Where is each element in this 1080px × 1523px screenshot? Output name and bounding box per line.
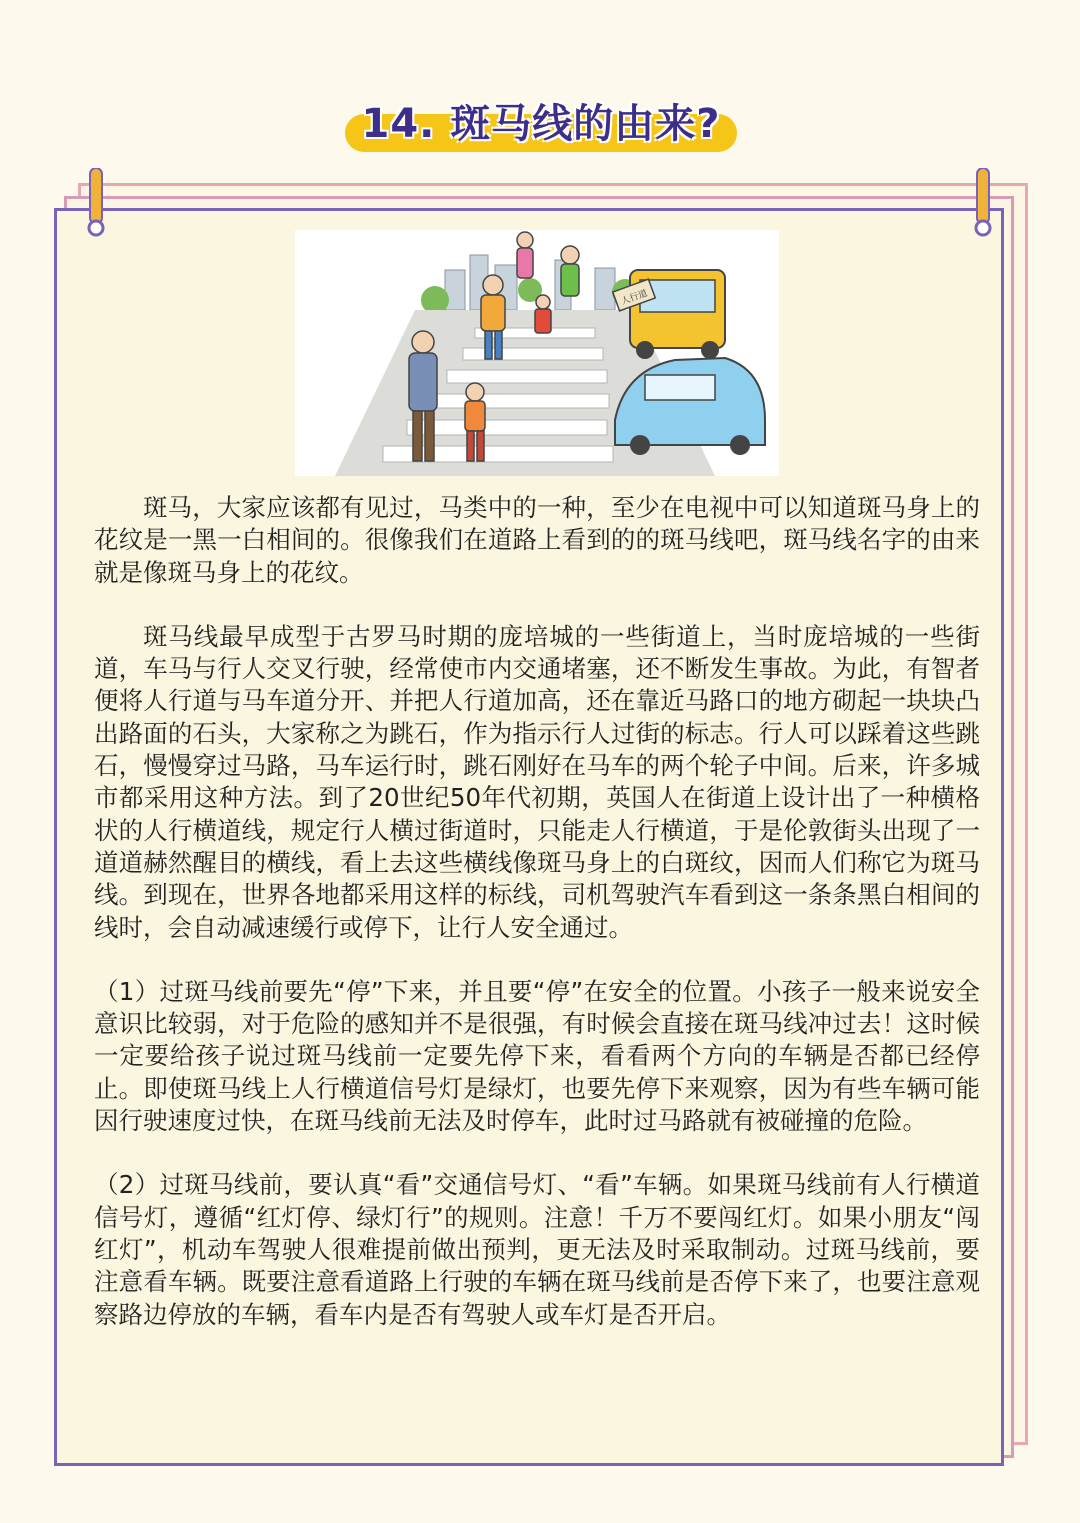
paragraph-tip-stop: （1）过斑马线前要先“停”下来，并且要“停”在安全的位置。小孩子一般来说安全意识比较弱，对于危险的感知并不是很强，有时候会直接在斑马线冲过去！这时候一定要给孩子说过斑马线前一定要先停下来，看看两个方向的车辆是否都已经停止。即使斑马线上人行横道信号灯是绿灯，也要先停下来观察，因为有些车辆可能因行驶速度过快，在斑马线前无法及时停车，此时过马路就有被碰撞的危险。 <box>94 976 980 1136</box>
page-title: 14. 斑马线的由来? <box>361 101 721 147</box>
binder-clip-left-icon <box>86 168 106 238</box>
article-body <box>94 492 980 1363</box>
paragraph-history: 斑马线最早成型于古罗马时期的庞培城的一些街道上，当时庞培城的一些街道，车马与行人交叉行驶，经常使市内交通堵塞，还不断发生事故。为此，有智者便将人行道与马车道分开、并把人行道加高，还在靠近马路口的地方砌起一块块凸出路面的石头，大家称之为跳石，作为指示行人过街的标志。行人可以踩着这些跳石，慢慢穿过马路，马车运行时，跳石刚好在马车的两个轮子中间。后来，许多城市都采用这种方法。到了20世纪50年代初期，英国人在街道上设计出了一种横格状的人行横道线，规定行人横过街道时，只能走人行横道，于是伦敦街头出现了一道道赫然醒目的横线，看上去这些横线像斑马身上的白斑纹，因而人们称它为斑马线。到现在，世界各地都采用这样的标线，司机驾驶汽车看到这一条条黑白相间的线时，会自动减速缓行或停下，让行人安全通过。 <box>94 621 980 942</box>
paragraph-tip-look: （2）过斑马线前，要认真“看”交通信号灯、“看”车辆。如果斑马线前有人行横道信号灯，遵循“红灯停、绿灯行”的规则。注意！千万不要闯红灯。如果小朋友“闯红灯”，机动车驾驶人很难提前做出预判，更无法及时采取制动。过斑马线前，要注意看车辆。既要注意看道路上行驶的车辆在斑马线前是否停下来了，也要注意观察路边停放的车辆，看车内是否有驾驶人或车灯是否开启。 <box>94 1170 980 1329</box>
zebra-crossing-illustration <box>295 230 779 476</box>
title-banner <box>345 96 737 154</box>
binder-clip-right-icon <box>973 168 993 238</box>
paragraph-intro: 斑马，大家应该都有见过，马类中的一种，至少在电视中可以知道斑马身上的花纹是一黑一白相间的。很像我们在道路上看到的的斑马线吧，斑马线名字的由来就是像斑马身上的花纹。 <box>94 493 980 587</box>
bus-sign-text: 人行道 <box>620 288 649 308</box>
